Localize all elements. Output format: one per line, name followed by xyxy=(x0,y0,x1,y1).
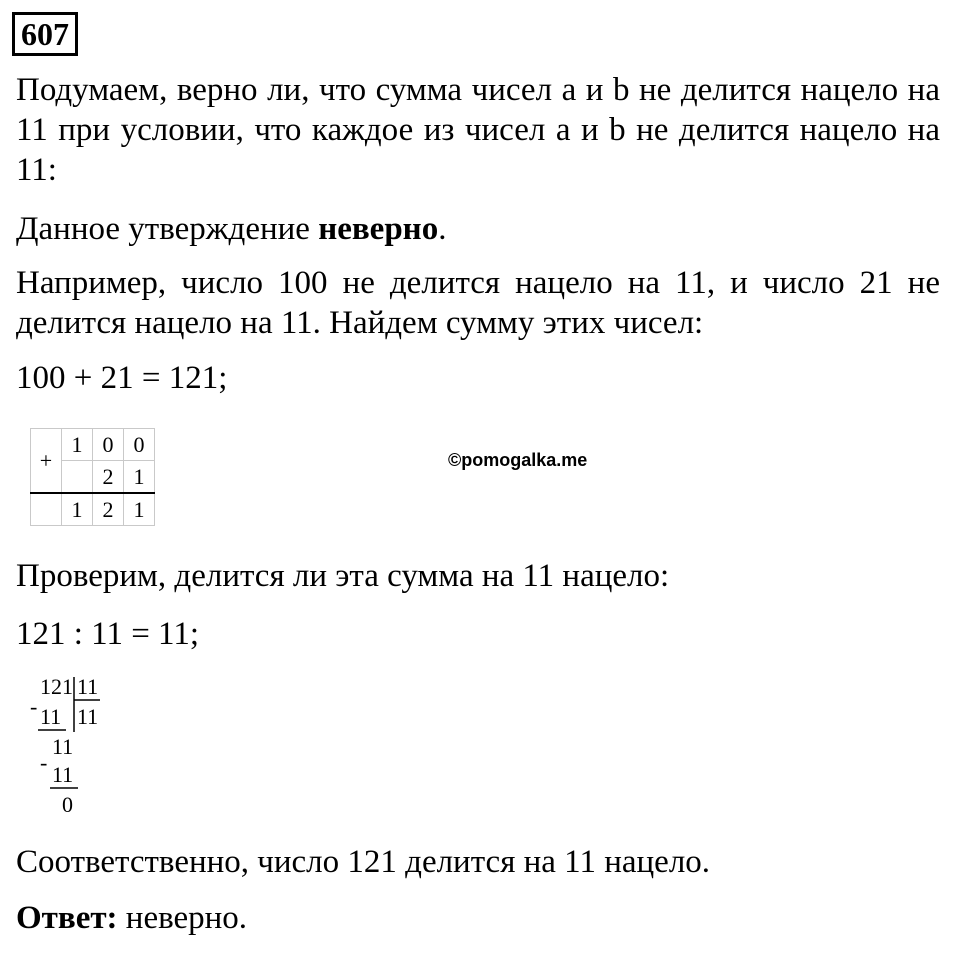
division-equation: 121 : 11 = 11; xyxy=(16,616,199,652)
final-remainder: 0 xyxy=(62,792,73,817)
minus-sign: - xyxy=(40,750,48,775)
example-paragraph: Например, число 100 не делится нацело на 11, и число 21 не делится нацело на 11. Найдем сумму этих чисел: xyxy=(16,265,940,341)
addition-digit xyxy=(62,461,93,494)
plus-sign: + xyxy=(31,429,62,494)
problem-statement: Подумаем, верно ли, что сумма чисел a и b не делится нацело на 11 при условии, что каждое из чисел a и b не делится нацело на 11: xyxy=(16,72,940,188)
problem-number: 607 xyxy=(12,12,78,56)
dividend: 121 xyxy=(40,674,73,699)
check-paragraph: Проверим, делится ли эта сумма на 11 нацело: xyxy=(16,558,670,594)
minus-sign: - xyxy=(30,694,38,719)
result-statement: Соответственно, число 121 делится на 11 нацело. xyxy=(16,844,711,880)
conclusion-statement xyxy=(16,209,940,249)
result-digit: 2 xyxy=(93,493,124,526)
result-digit: 1 xyxy=(124,493,155,526)
result-digit: 1 xyxy=(62,493,93,526)
addition-empty-cell xyxy=(31,493,62,526)
addition-digit: 0 xyxy=(93,429,124,461)
remainder: 11 xyxy=(52,734,74,759)
answer-value: неверно. xyxy=(117,900,248,936)
sum-equation: 100 + 21 = 121; xyxy=(16,360,228,396)
quotient: 11 xyxy=(77,704,99,729)
conclusion-text: Данное утверждение xyxy=(16,211,319,247)
answer-line xyxy=(16,898,940,938)
answer-label: Ответ: xyxy=(16,900,118,936)
conclusion-period: . xyxy=(438,211,447,247)
addition-digit: 2 xyxy=(93,461,124,494)
addition-digit: 1 xyxy=(62,429,93,461)
subtrahend: 11 xyxy=(52,762,74,787)
divisor: 11 xyxy=(77,674,99,699)
watermark: ©pomogalka.me xyxy=(448,450,588,470)
conclusion-bold: неверно xyxy=(318,211,439,247)
subtrahend: 11 xyxy=(40,704,62,729)
addition-digit: 0 xyxy=(124,429,155,461)
addition-digit: 1 xyxy=(124,461,155,494)
long-division xyxy=(28,672,118,822)
column-addition xyxy=(30,428,155,526)
